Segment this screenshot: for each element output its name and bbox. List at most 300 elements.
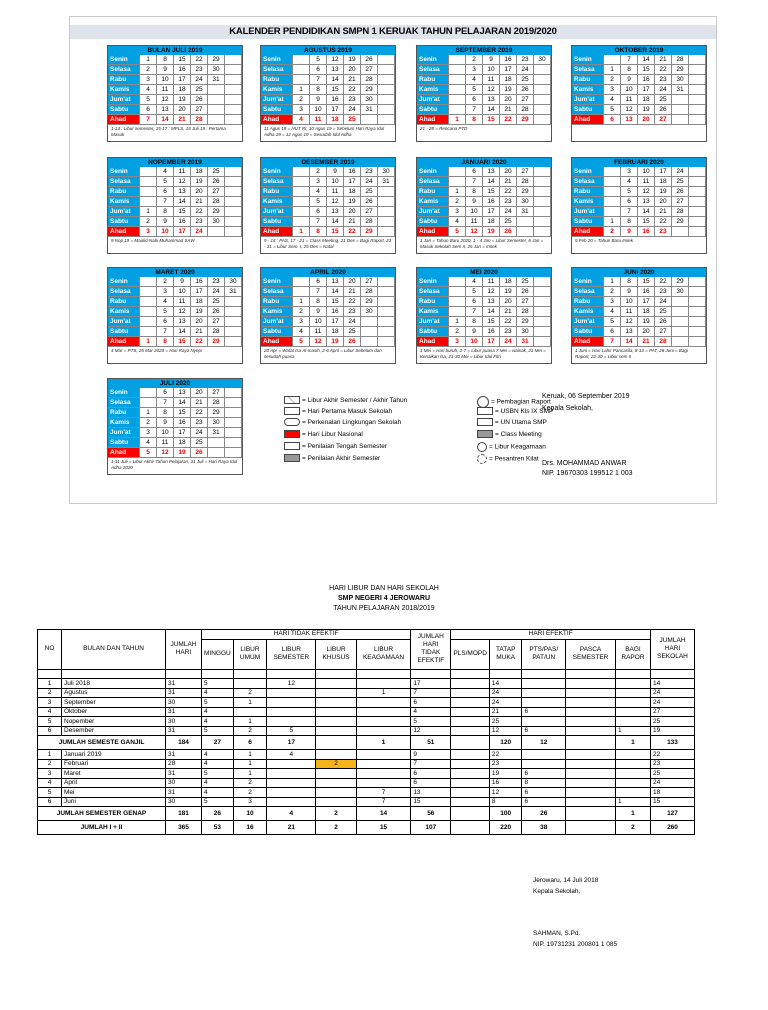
date-cell bbox=[689, 197, 706, 207]
date-cell: 12 bbox=[327, 55, 344, 65]
date-cell bbox=[225, 167, 242, 177]
date-cell: 5 bbox=[157, 177, 174, 187]
table-cell bbox=[316, 688, 356, 698]
date-cell: 16 bbox=[344, 167, 361, 177]
month-note: 1 Juni = Hari Lahir Pancasila, 8-13 = PAT, 26 Juni = Bagi Raport, 22-30 = Libur sem II bbox=[575, 348, 688, 359]
date-cell bbox=[378, 307, 395, 317]
date-cell: 13 bbox=[483, 95, 500, 105]
holiday-sign-name: SAHMAN, S.Pd. bbox=[533, 930, 581, 937]
summary-cell: 133 bbox=[651, 736, 695, 750]
date-cell bbox=[378, 277, 395, 287]
day-name: Sabtu bbox=[261, 327, 293, 337]
date-cell: 4 bbox=[293, 327, 310, 337]
date-cell: 15 bbox=[174, 207, 191, 217]
date-cell: 7 bbox=[621, 55, 638, 65]
date-cell: 30 bbox=[208, 217, 225, 227]
month-note: 4 Mar = PTS, 25 Mar 2020 = Hari Raya Nyepi bbox=[111, 348, 203, 353]
date-cell: 2 bbox=[140, 65, 157, 75]
table-cell: 22 bbox=[651, 750, 695, 760]
date-cell: 23 bbox=[517, 55, 534, 65]
date-cell: 18 bbox=[344, 187, 361, 197]
table-cell: 31 bbox=[166, 769, 202, 779]
table-cell: 14 bbox=[489, 679, 522, 689]
date-cell: 22 bbox=[655, 65, 672, 75]
date-cell: 25 bbox=[655, 95, 672, 105]
date-cell: 16 bbox=[174, 65, 191, 75]
date-cell bbox=[225, 317, 242, 327]
date-cell: 22 bbox=[500, 115, 517, 125]
table-cell bbox=[451, 778, 490, 788]
date-cell: 22 bbox=[344, 227, 361, 237]
date-cell bbox=[225, 177, 242, 187]
date-cell: 16 bbox=[483, 327, 500, 337]
date-cell: 11 bbox=[483, 75, 500, 85]
summary-cell: 1 bbox=[615, 807, 650, 821]
date-cell bbox=[293, 197, 310, 207]
date-cell: 20 bbox=[638, 327, 655, 337]
table-cell: 5 bbox=[38, 788, 62, 798]
date-cell bbox=[293, 217, 310, 227]
date-cell: 11 bbox=[174, 297, 191, 307]
holiday-title-3: TAHUN PELAJARAN 2018/2019 bbox=[333, 605, 435, 612]
date-cell: 30 bbox=[534, 55, 551, 65]
date-cell: 2 bbox=[604, 227, 621, 237]
date-cell bbox=[293, 287, 310, 297]
date-cell: 1 bbox=[293, 227, 310, 237]
date-cell: 25 bbox=[344, 115, 361, 125]
date-cell: 20 bbox=[344, 207, 361, 217]
col-bagi: BAGI RAPOR bbox=[615, 639, 650, 669]
day-name: Jum'at bbox=[417, 207, 449, 217]
table-cell: 6 bbox=[522, 788, 566, 798]
table-cell bbox=[316, 750, 356, 760]
date-cell: 18 bbox=[638, 307, 655, 317]
holiday-sign-nip: NIP. 19731231 200801 1 085 bbox=[533, 941, 618, 948]
table-row bbox=[38, 698, 695, 708]
date-cell: 17 bbox=[655, 167, 672, 177]
date-cell bbox=[672, 95, 689, 105]
date-cell bbox=[225, 307, 242, 317]
date-cell: 26 bbox=[517, 85, 534, 95]
date-cell bbox=[534, 115, 551, 125]
summary-row bbox=[38, 821, 695, 835]
date-cell bbox=[534, 217, 551, 227]
date-cell bbox=[378, 115, 395, 125]
day-name: Ahad bbox=[108, 337, 140, 347]
date-cell: 28 bbox=[655, 337, 672, 347]
table-cell bbox=[316, 788, 356, 798]
table-cell bbox=[566, 750, 616, 760]
date-cell: 25 bbox=[208, 297, 225, 307]
day-name: Ahad bbox=[572, 337, 604, 347]
legend-class-meeting: = Class Meeting bbox=[477, 430, 542, 440]
day-name: Ahad bbox=[572, 115, 604, 125]
month-name: JULI 2020 bbox=[108, 379, 242, 388]
month-name: MEI 2020 bbox=[417, 268, 551, 277]
day-name: Jum'at bbox=[108, 428, 140, 438]
legend-pembagian-raport: = Pembagian Raport bbox=[477, 396, 551, 408]
table-cell bbox=[522, 698, 566, 708]
table-cell: Juni bbox=[62, 797, 166, 807]
date-cell bbox=[689, 277, 706, 287]
date-cell: 13 bbox=[157, 105, 174, 115]
table-cell bbox=[316, 717, 356, 727]
date-cell bbox=[689, 217, 706, 227]
day-name: Kamis bbox=[572, 307, 604, 317]
day-name: Selasa bbox=[572, 287, 604, 297]
holiday-table-body bbox=[38, 669, 695, 835]
date-cell: 17 bbox=[191, 287, 208, 297]
date-cell: 14 bbox=[157, 115, 174, 125]
date-cell: 4 bbox=[157, 167, 174, 177]
date-cell bbox=[208, 95, 225, 105]
date-cell: 3 bbox=[293, 105, 310, 115]
date-cell: 24 bbox=[655, 297, 672, 307]
table-cell: 6 bbox=[522, 726, 566, 736]
date-cell: 26 bbox=[655, 105, 672, 115]
date-cell: 21 bbox=[344, 287, 361, 297]
date-cell: 22 bbox=[191, 408, 208, 418]
date-cell: 19 bbox=[638, 317, 655, 327]
day-name: Kamis bbox=[261, 197, 293, 207]
summary-cell: 365 bbox=[166, 821, 202, 835]
day-name: Jum'at bbox=[261, 207, 293, 217]
date-cell: 1 bbox=[449, 317, 466, 327]
date-cell: 11 bbox=[621, 95, 638, 105]
date-cell: 27 bbox=[672, 197, 689, 207]
summary-cell: 27 bbox=[202, 736, 234, 750]
day-name: Selasa bbox=[108, 398, 140, 408]
date-cell: 16 bbox=[483, 197, 500, 207]
table-cell: 1 bbox=[233, 717, 267, 727]
date-cell: 3 bbox=[449, 337, 466, 347]
date-cell: 2 bbox=[466, 55, 483, 65]
date-cell: 25 bbox=[191, 85, 208, 95]
date-cell bbox=[449, 167, 466, 177]
month-block bbox=[107, 157, 243, 254]
date-cell: 5 bbox=[140, 95, 157, 105]
date-cell bbox=[534, 177, 551, 187]
date-cell: 21 bbox=[500, 307, 517, 317]
table-cell: 2 bbox=[233, 688, 267, 698]
date-cell bbox=[378, 65, 395, 75]
date-cell bbox=[534, 327, 551, 337]
date-cell bbox=[534, 197, 551, 207]
month-note: 20 Apr = Wafat Isa Al-masih, 2-6 April = Libur Sebelum dan sesudah puasa bbox=[264, 348, 382, 359]
day-name: Ahad bbox=[108, 115, 140, 125]
table-cell: 30 bbox=[166, 778, 202, 788]
date-cell bbox=[449, 75, 466, 85]
date-cell bbox=[140, 287, 157, 297]
date-cell: 26 bbox=[344, 337, 361, 347]
day-name: Kamis bbox=[261, 85, 293, 95]
summary-cell: 4 bbox=[267, 807, 316, 821]
table-cell: 18 bbox=[651, 788, 695, 798]
table-cell: 4 bbox=[202, 688, 234, 698]
date-cell: 1 bbox=[449, 115, 466, 125]
date-cell: 18 bbox=[174, 438, 191, 448]
date-cell: 15 bbox=[174, 337, 191, 347]
day-name: Jum'at bbox=[417, 95, 449, 105]
table-cell bbox=[566, 788, 616, 798]
date-cell bbox=[689, 307, 706, 317]
summary-cell: 26 bbox=[522, 807, 566, 821]
day-name: Kamis bbox=[417, 197, 449, 207]
date-cell bbox=[140, 398, 157, 408]
table-cell: 1 bbox=[233, 750, 267, 760]
date-cell: 13 bbox=[483, 167, 500, 177]
summary-cell bbox=[566, 736, 616, 750]
date-cell: 19 bbox=[191, 177, 208, 187]
date-cell: 17 bbox=[174, 428, 191, 438]
table-cell: 30 bbox=[166, 797, 202, 807]
date-cell bbox=[449, 55, 466, 65]
day-name: Kamis bbox=[108, 418, 140, 428]
table-row bbox=[38, 788, 695, 798]
date-cell bbox=[449, 177, 466, 187]
date-cell: 29 bbox=[517, 317, 534, 327]
day-name: Senin bbox=[108, 388, 140, 398]
col-pts: PTS/PAS/ PAT/UN bbox=[522, 639, 566, 669]
date-cell: 29 bbox=[361, 297, 378, 307]
day-name: Sabtu bbox=[261, 217, 293, 227]
date-cell bbox=[689, 297, 706, 307]
month-note: 5 Feb 20 = Tahun Baru Imlek bbox=[575, 238, 633, 243]
date-cell: 2 bbox=[140, 418, 157, 428]
month-block bbox=[107, 45, 243, 142]
table-cell bbox=[356, 726, 411, 736]
date-cell: 22 bbox=[655, 277, 672, 287]
month-name: NOPEMBER 2019 bbox=[108, 158, 242, 167]
date-cell bbox=[225, 217, 242, 227]
date-cell: 18 bbox=[191, 297, 208, 307]
date-cell: 10 bbox=[466, 337, 483, 347]
table-cell bbox=[267, 717, 316, 727]
date-cell: 19 bbox=[500, 85, 517, 95]
summary-cell bbox=[451, 736, 490, 750]
date-cell: 22 bbox=[191, 337, 208, 347]
month-note: 9 Nop 19 = Maulid Nabi Muhammad SAW bbox=[111, 238, 195, 243]
day-name: Ahad bbox=[261, 115, 293, 125]
date-cell: 26 bbox=[191, 95, 208, 105]
date-cell: 3 bbox=[140, 75, 157, 85]
date-cell: 6 bbox=[157, 388, 174, 398]
table-cell: 31 bbox=[166, 788, 202, 798]
date-cell: 24 bbox=[500, 337, 517, 347]
date-cell: 19 bbox=[327, 337, 344, 347]
date-cell bbox=[361, 317, 378, 327]
day-name: Jum'at bbox=[572, 95, 604, 105]
table-cell: 27 bbox=[651, 707, 695, 717]
date-cell: 8 bbox=[157, 408, 174, 418]
date-cell: 16 bbox=[327, 307, 344, 317]
day-name: Selasa bbox=[572, 65, 604, 75]
month-note: 1 Mei = Hari buruh, 2-7 = Libur puasa 7 Mei = waisak, 21 Mei = Kenaikan Isa, 21-30 Mei = Libur Idul Fitri bbox=[420, 348, 546, 359]
date-cell bbox=[672, 115, 689, 125]
date-cell: 16 bbox=[500, 55, 517, 65]
holiday-title bbox=[0, 584, 768, 614]
date-cell: 11 bbox=[157, 85, 174, 95]
date-cell: 25 bbox=[517, 277, 534, 287]
date-cell: 8 bbox=[310, 297, 327, 307]
date-cell: 17 bbox=[483, 207, 500, 217]
date-cell: 8 bbox=[310, 227, 327, 237]
date-cell: 1 bbox=[140, 55, 157, 65]
table-cell: Januari 2019 bbox=[62, 750, 166, 760]
date-cell: 2 bbox=[157, 277, 174, 287]
date-cell: 9 bbox=[174, 277, 191, 287]
date-cell: 3 bbox=[140, 428, 157, 438]
date-cell bbox=[378, 55, 395, 65]
table-cell bbox=[566, 707, 616, 717]
summary-cell: 2 bbox=[316, 821, 356, 835]
table-cell: 2 bbox=[38, 688, 62, 698]
table-row bbox=[38, 717, 695, 727]
table-cell bbox=[615, 778, 650, 788]
date-cell bbox=[689, 207, 706, 217]
table-cell bbox=[316, 726, 356, 736]
date-cell: 21 bbox=[344, 217, 361, 227]
table-cell: 4 bbox=[202, 750, 234, 760]
date-cell: 9 bbox=[327, 167, 344, 177]
day-name: Sabtu bbox=[108, 438, 140, 448]
day-name: Senin bbox=[417, 277, 449, 287]
month-grid bbox=[572, 55, 706, 125]
date-cell: 17 bbox=[638, 297, 655, 307]
date-cell bbox=[672, 105, 689, 115]
day-name: Rabu bbox=[572, 297, 604, 307]
month-grid bbox=[261, 277, 395, 347]
date-cell: 9 bbox=[621, 75, 638, 85]
holiday-sign-role: Kepala Sekolah, bbox=[533, 888, 581, 895]
date-cell: 19 bbox=[500, 287, 517, 297]
table-cell: 6 bbox=[411, 778, 451, 788]
day-name: Selasa bbox=[108, 287, 140, 297]
date-cell: 11 bbox=[483, 277, 500, 287]
date-cell: 17 bbox=[327, 105, 344, 115]
date-cell: 18 bbox=[327, 327, 344, 337]
date-cell bbox=[672, 317, 689, 327]
date-cell: 19 bbox=[344, 197, 361, 207]
date-cell: 9 bbox=[157, 418, 174, 428]
date-cell: 21 bbox=[191, 398, 208, 408]
date-cell: 7 bbox=[157, 398, 174, 408]
date-cell: 6 bbox=[621, 197, 638, 207]
date-cell: 30 bbox=[672, 75, 689, 85]
date-cell: 8 bbox=[466, 187, 483, 197]
date-cell: 9 bbox=[157, 65, 174, 75]
date-cell: 7 bbox=[466, 177, 483, 187]
table-cell: 23 bbox=[489, 759, 522, 769]
date-cell: 2 bbox=[293, 307, 310, 317]
date-cell: 21 bbox=[344, 75, 361, 85]
date-cell: 16 bbox=[638, 227, 655, 237]
date-cell: 17 bbox=[483, 337, 500, 347]
table-cell: 30 bbox=[166, 698, 202, 708]
date-cell bbox=[534, 227, 551, 237]
date-cell: 13 bbox=[174, 317, 191, 327]
date-cell: 4 bbox=[140, 438, 157, 448]
day-name: Selasa bbox=[261, 287, 293, 297]
date-cell: 24 bbox=[344, 317, 361, 327]
date-cell: 24 bbox=[191, 75, 208, 85]
day-name: Selasa bbox=[417, 65, 449, 75]
day-name: Sabtu bbox=[108, 327, 140, 337]
table-cell: 7 bbox=[411, 688, 451, 698]
table-cell: 1 bbox=[615, 797, 650, 807]
date-cell: 3 bbox=[293, 317, 310, 327]
date-cell: 7 bbox=[466, 105, 483, 115]
table-cell: 25 bbox=[651, 769, 695, 779]
table-cell bbox=[566, 726, 616, 736]
date-cell bbox=[225, 428, 242, 438]
day-name: Kamis bbox=[261, 307, 293, 317]
date-cell: 10 bbox=[310, 317, 327, 327]
date-cell: 28 bbox=[191, 115, 208, 125]
table-cell: Oktober bbox=[62, 707, 166, 717]
date-cell bbox=[534, 187, 551, 197]
date-cell: 20 bbox=[500, 95, 517, 105]
date-cell: 6 bbox=[157, 187, 174, 197]
col-bulan: BULAN DAN TAHUN bbox=[62, 630, 166, 670]
date-cell: 10 bbox=[157, 428, 174, 438]
date-cell bbox=[225, 337, 242, 347]
date-cell: 14 bbox=[483, 177, 500, 187]
table-cell bbox=[522, 688, 566, 698]
date-cell: 22 bbox=[191, 207, 208, 217]
date-cell: 11 bbox=[310, 115, 327, 125]
date-cell: 14 bbox=[621, 337, 638, 347]
date-cell: 8 bbox=[621, 217, 638, 227]
date-cell bbox=[378, 287, 395, 297]
table-row bbox=[38, 797, 695, 807]
date-cell: 28 bbox=[517, 105, 534, 115]
date-cell bbox=[293, 177, 310, 187]
day-name: Ahad bbox=[261, 227, 293, 237]
month-name: JANUARI 2020 bbox=[417, 158, 551, 167]
table-cell: Mei bbox=[62, 788, 166, 798]
table-cell: 8 bbox=[522, 778, 566, 788]
date-cell: 6 bbox=[310, 65, 327, 75]
legend-pas: = Penilaian Akhir Semester bbox=[284, 454, 380, 464]
date-cell bbox=[140, 177, 157, 187]
date-cell: 14 bbox=[638, 207, 655, 217]
date-cell: 3 bbox=[604, 297, 621, 307]
date-cell: 2 bbox=[604, 75, 621, 85]
date-cell: 28 bbox=[361, 75, 378, 85]
date-cell: 26 bbox=[191, 448, 208, 458]
day-name: Rabu bbox=[572, 187, 604, 197]
date-cell bbox=[225, 95, 242, 105]
date-cell: 16 bbox=[174, 217, 191, 227]
date-cell: 28 bbox=[672, 55, 689, 65]
date-cell bbox=[140, 197, 157, 207]
date-cell: 9 bbox=[310, 95, 327, 105]
date-cell: 20 bbox=[344, 277, 361, 287]
table-cell bbox=[451, 797, 490, 807]
date-cell bbox=[689, 95, 706, 105]
date-cell: 29 bbox=[517, 115, 534, 125]
date-cell bbox=[225, 65, 242, 75]
date-cell: 15 bbox=[638, 217, 655, 227]
date-cell: 2 bbox=[449, 197, 466, 207]
date-cell bbox=[604, 207, 621, 217]
date-cell: 27 bbox=[208, 388, 225, 398]
date-cell: 1 bbox=[293, 297, 310, 307]
table-cell: 25 bbox=[651, 717, 695, 727]
date-cell bbox=[534, 307, 551, 317]
date-cell bbox=[689, 187, 706, 197]
